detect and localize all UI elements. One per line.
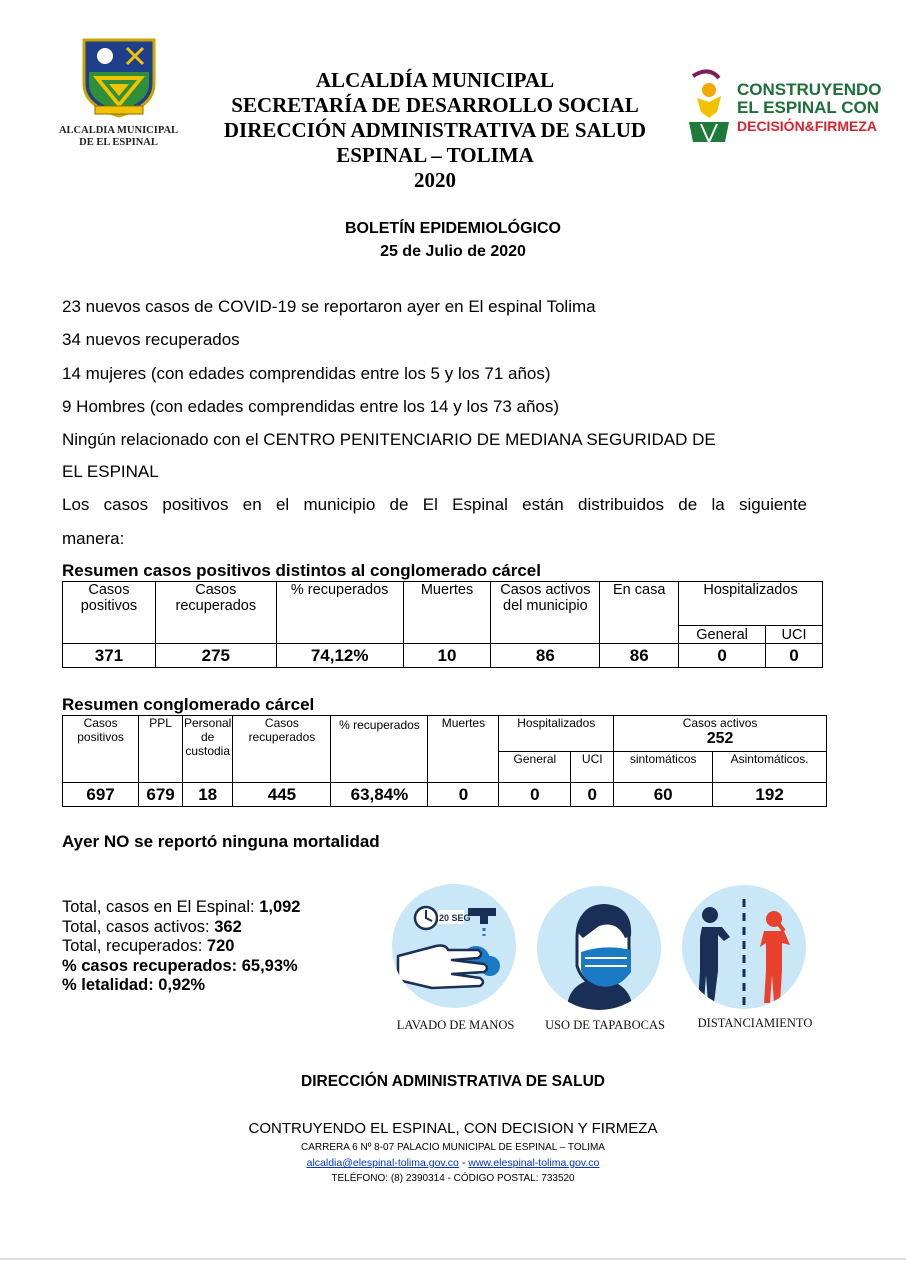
total-recuperados bbox=[62, 937, 300, 957]
casos-activos-label: Casos activos bbox=[682, 716, 758, 730]
total-activos bbox=[62, 918, 300, 938]
paragraph-line: 34 nuevos recuperados bbox=[62, 330, 240, 349]
header-line: DIRECCIÓN ADMINISTRATIVA DE SALUD bbox=[223, 118, 647, 142]
header-personal-custodia: Personal de custodia bbox=[182, 716, 232, 783]
value-casos-positivos: 371 bbox=[63, 644, 156, 668]
campaign-line-2: EL ESPINAL CON bbox=[737, 98, 880, 117]
bulletin-date: 25 de Julio de 2020 bbox=[380, 243, 526, 260]
value-asintomaticos: 192 bbox=[713, 783, 827, 807]
value-personal-custodia: 18 bbox=[182, 783, 232, 807]
table1-title: Resumen casos positivos distintos al conglomerado cárcel bbox=[62, 561, 541, 580]
header-line: ALCALDÍA MUNICIPAL bbox=[315, 68, 555, 92]
header-line: ESPINAL – TOLIMA bbox=[336, 143, 534, 167]
email-link[interactable]: alcaldia@elespinal-tolima.gov.co bbox=[306, 1157, 459, 1169]
footer-address: CARRERA 6 Nº 8-07 PALACIO MUNICIPAL DE ESPINAL – TOLIMA bbox=[301, 1142, 605, 1153]
header-uci: UCI bbox=[766, 626, 823, 644]
header-line: SECRETARÍA DE DESARROLLO SOCIAL bbox=[231, 93, 639, 117]
total-casos-label: Total, casos en El Espinal: bbox=[62, 898, 260, 916]
total-casos-value: 1,092 bbox=[259, 898, 301, 916]
logo-caption-line-1: ALCALDIA MUNICIPAL bbox=[58, 125, 179, 136]
value-en-casa: 86 bbox=[600, 644, 679, 668]
bulletin-title: BOLETÍN EPIDEMIOLÓGICO bbox=[344, 220, 561, 237]
timer-label: 20 SEG bbox=[439, 913, 471, 923]
value-uci: 0 bbox=[571, 783, 614, 807]
header-casos-positivos: Casos positivos bbox=[63, 716, 139, 783]
face-mask-icon bbox=[537, 886, 661, 1010]
link-separator: - bbox=[458, 1157, 469, 1169]
value-muertes: 0 bbox=[428, 783, 499, 807]
mortality-note: Ayer NO se reportó ninguna mortalidad bbox=[62, 832, 380, 851]
total-recuperados-label: Total, recuperados: bbox=[62, 937, 207, 955]
casos-activos-total: 252 bbox=[706, 730, 734, 747]
header-pct-recuperados: % recuperados bbox=[276, 582, 403, 644]
header-hospitalizados: Hospitalizados bbox=[499, 716, 614, 752]
pct-letalidad: % letalidad: 0,92% bbox=[62, 976, 206, 994]
summary-table-general bbox=[62, 581, 823, 668]
page-bottom-edge bbox=[0, 1258, 906, 1260]
value-ppl: 679 bbox=[139, 783, 183, 807]
handwash-icon bbox=[392, 884, 516, 1008]
header-asintomaticos: Asintomáticos. bbox=[713, 752, 827, 783]
value-pct-recuperados: 74,12% bbox=[276, 644, 403, 668]
header-uci: UCI bbox=[571, 752, 614, 783]
header-muertes: Muertes bbox=[428, 716, 499, 783]
value-uci: 0 bbox=[766, 644, 823, 668]
value-casos-recuperados: 445 bbox=[233, 783, 331, 807]
header-sintomaticos: sintomáticos bbox=[614, 752, 713, 783]
footer-phone: TELÉFONO: (8) 2390314 - CÓDIGO POSTAL: 733520 bbox=[331, 1173, 575, 1184]
header-general: General bbox=[679, 626, 766, 644]
header-line: 2020 bbox=[414, 168, 456, 192]
pct-recuperados: % casos recuperados: 65,93% bbox=[62, 956, 298, 975]
value-general: 0 bbox=[499, 783, 571, 807]
distancing-icon bbox=[682, 885, 806, 1009]
paragraph-line: 14 mujeres (con edades comprendidas entre los 5 y los 71 años) bbox=[62, 364, 551, 383]
header-hospitalizados: Hospitalizados bbox=[679, 582, 823, 626]
campaign-figure-icon bbox=[683, 68, 735, 144]
coat-of-arms-icon bbox=[79, 36, 159, 118]
paragraph-line: Ningún relacionado con el CENTRO PENITENCIARIO DE MEDIANA SEGURIDAD DE bbox=[62, 430, 716, 449]
value-casos-recuperados: 275 bbox=[155, 644, 276, 668]
header-casos-activos bbox=[614, 716, 827, 752]
header-general: General bbox=[499, 752, 571, 783]
header-casos-recuperados: Casos recuperados bbox=[233, 716, 331, 783]
distance-label: DISTANCIAMIENTO bbox=[697, 1016, 813, 1030]
municipal-logo bbox=[56, 36, 181, 149]
totals-block bbox=[62, 898, 300, 996]
total-casos bbox=[62, 898, 300, 918]
value-pct-recuperados: 63,84% bbox=[331, 783, 428, 807]
total-activos-label: Total, casos activos: bbox=[62, 917, 215, 936]
handwash-label: LAVADO DE MANOS bbox=[396, 1018, 515, 1032]
paragraph-line: 23 nuevos casos de COVID-19 se reportaron ayer en El espinal Tolima bbox=[62, 297, 596, 316]
paragraph-line: manera: bbox=[62, 529, 125, 548]
value-muertes: 10 bbox=[403, 644, 491, 668]
logo-caption-line-2: DE EL ESPINAL bbox=[79, 137, 158, 148]
header-casos-recuperados: Casos recuperados bbox=[155, 582, 276, 644]
footer-links bbox=[0, 1157, 906, 1169]
total-recuperados-value: 720 bbox=[206, 937, 235, 955]
campaign-logo bbox=[683, 68, 882, 144]
header-en-casa: En casa bbox=[600, 582, 679, 644]
value-casos-activos: 86 bbox=[491, 644, 600, 668]
header-casos-activos: Casos activos del municipio bbox=[491, 582, 600, 644]
table2-title: Resumen conglomerado cárcel bbox=[62, 695, 315, 714]
value-general: 0 bbox=[679, 644, 766, 668]
campaign-line-3: DECISIÓN&FIRMEZA bbox=[737, 118, 877, 134]
value-sintomaticos: 60 bbox=[614, 783, 713, 807]
footer-slogan: CONTRUYENDO EL ESPINAL, CON DECISION Y FIRMEZA bbox=[248, 1120, 658, 1137]
mask-label: USO DE TAPABOCAS bbox=[545, 1018, 665, 1032]
campaign-line-1: CONSTRUYENDO bbox=[737, 80, 882, 99]
total-activos-value: 362 bbox=[214, 917, 242, 936]
header-ppl: PPL bbox=[139, 716, 183, 783]
paragraph-line: EL ESPINAL bbox=[62, 462, 159, 481]
header-muertes: Muertes bbox=[403, 582, 491, 644]
footer-department: DIRECCIÓN ADMINISTRATIVA DE SALUD bbox=[301, 1073, 605, 1090]
value-casos-positivos: 697 bbox=[63, 783, 139, 807]
paragraph-line: Los casos positivos en el municipio de El Espinal están distribuidos de la siguiente bbox=[62, 495, 807, 514]
summary-table-prison bbox=[62, 715, 827, 807]
header-title bbox=[190, 68, 680, 193]
paragraph-line: 9 Hombres (con edades comprendidas entre los 14 y los 73 años) bbox=[62, 397, 560, 416]
header-pct-recuperados: % recuperados bbox=[331, 716, 428, 783]
header-casos-positivos: Casos positivos bbox=[63, 582, 156, 644]
website-link[interactable]: www.elespinal-tolima.gov.co bbox=[468, 1157, 600, 1169]
